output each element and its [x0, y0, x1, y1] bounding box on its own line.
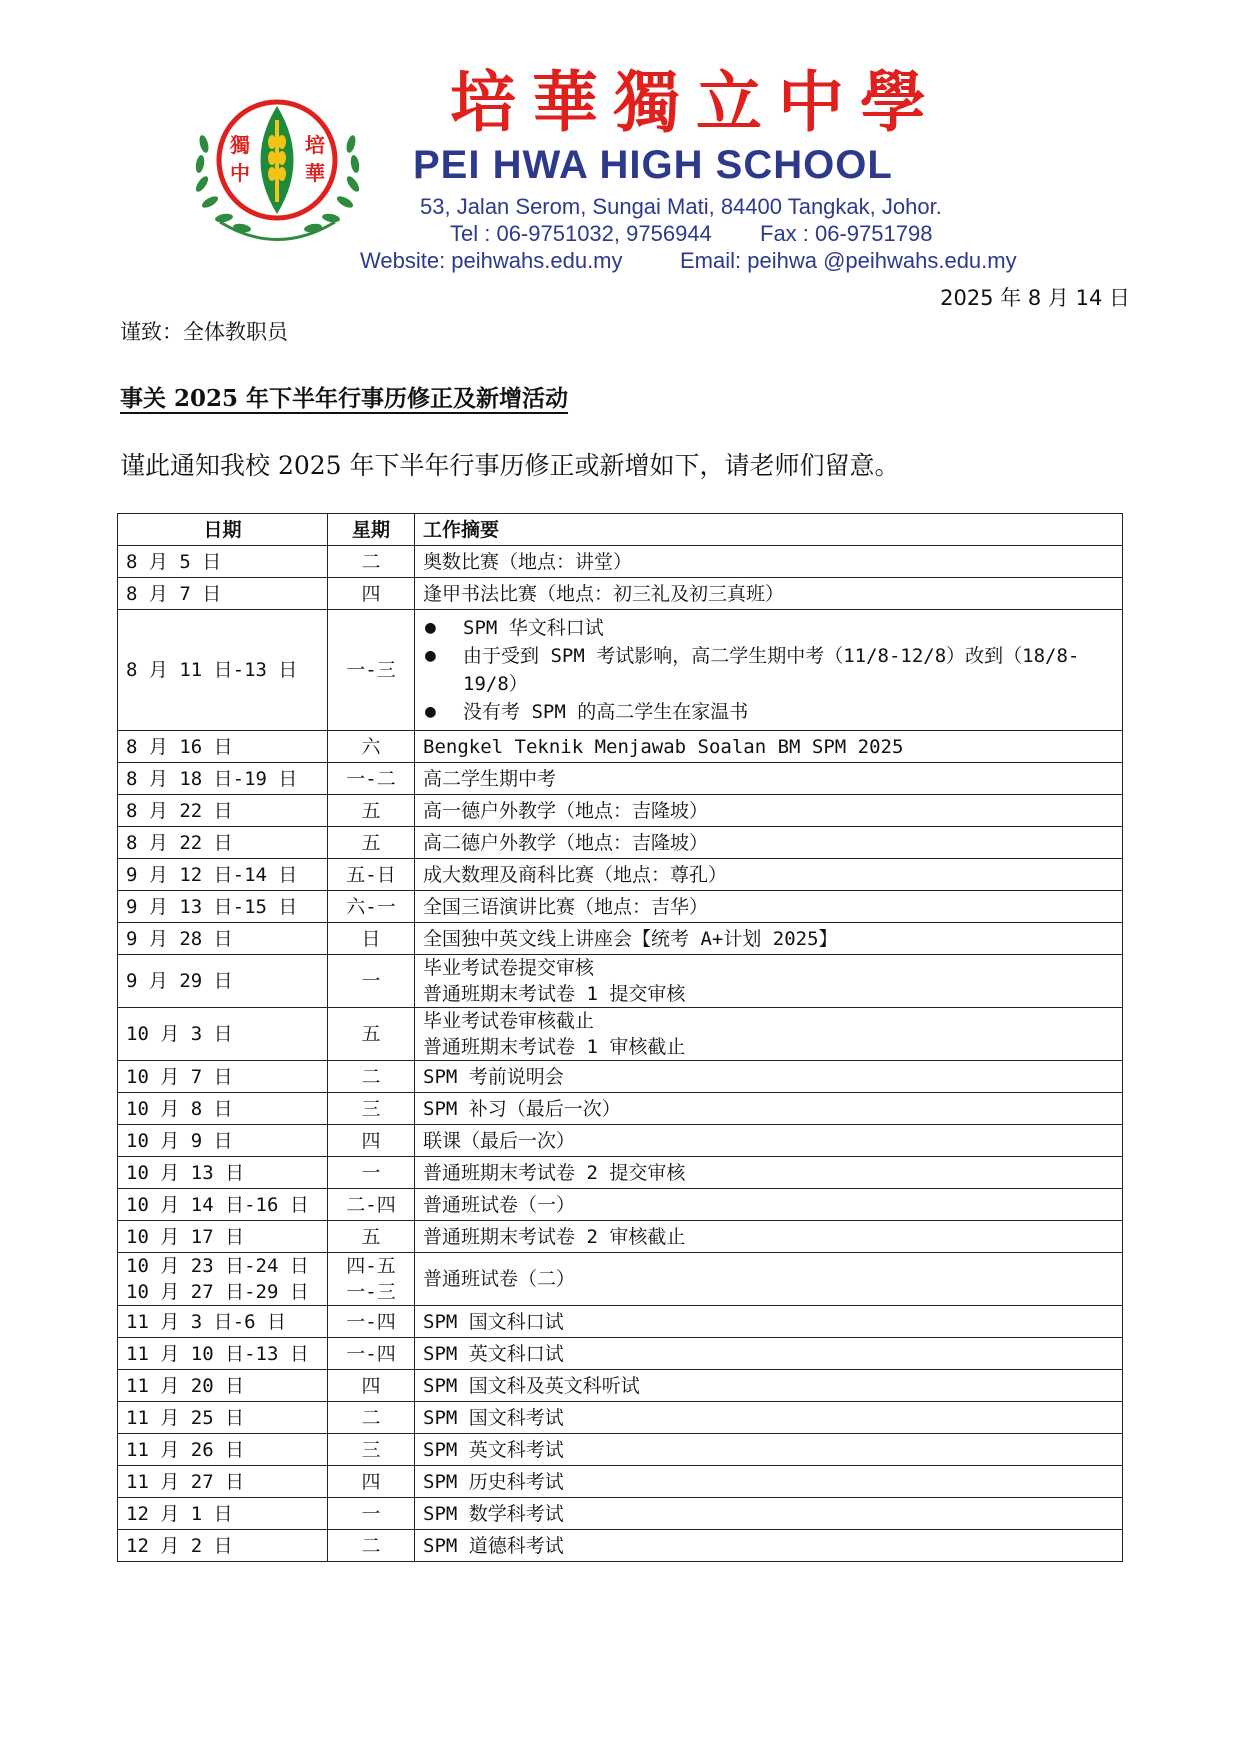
school-name-chinese: 培華獨立中學: [450, 63, 942, 141]
weekday-cell-line: 一-三: [346, 659, 396, 681]
date-cell-line: 8 月 22 日: [126, 799, 233, 822]
weekday-cell: [328, 1125, 415, 1157]
date-cell: [118, 1125, 328, 1157]
summary-cell-line: SPM 英文科口试: [423, 1342, 564, 1365]
summary-cell: [415, 1530, 1123, 1562]
table-row: [118, 1306, 1123, 1338]
date-cell-line: 9 月 12 日-14 日: [126, 863, 298, 886]
summary-cell: [415, 795, 1123, 827]
summary-cell-line: SPM 国文科考试: [423, 1406, 564, 1429]
weekday-cell: [328, 1157, 415, 1189]
date-cell: [118, 923, 328, 955]
date-cell: [118, 1466, 328, 1498]
letter-subject: 事关 2025 年下半年行事历修正及新增活动: [120, 385, 569, 412]
table-header-row: [118, 514, 1123, 546]
weekday-cell-line: 一-二: [346, 767, 396, 790]
date-cell-line: 11 月 27 日: [126, 1470, 245, 1493]
date-cell: [118, 827, 328, 859]
table-row: [118, 1402, 1123, 1434]
weekday-cell-line: 四: [361, 1374, 381, 1397]
weekday-cell-line: 四: [361, 1470, 381, 1493]
weekday-cell: [328, 546, 415, 578]
summary-cell-line: 普通班期末考试卷 2 审核截止: [423, 1225, 686, 1248]
summary-cell: [415, 859, 1123, 891]
summary-cell-line: SPM 国文科口试: [423, 1310, 564, 1333]
date-cell-line: 10 月 17 日: [126, 1225, 245, 1248]
weekday-cell-line: 一-三: [346, 1281, 396, 1303]
table-row: [118, 923, 1123, 955]
date-cell: [118, 1253, 328, 1306]
table-row: [118, 795, 1123, 827]
summary-cell-line: 高二德户外教学（地点：吉隆坡）: [423, 831, 709, 854]
summary-cell-line: SPM 历史科考试: [423, 1470, 564, 1493]
weekday-cell-line: 一: [361, 1161, 381, 1184]
weekday-cell: [328, 923, 415, 955]
summary-cell: [415, 1189, 1123, 1221]
weekday-cell: [328, 610, 415, 731]
weekday-cell: [328, 827, 415, 859]
date-cell-line: 8 月 11 日-13 日: [126, 659, 298, 681]
summary-cell: [415, 1157, 1123, 1189]
summary-bullet-item: ● SPM 华文科口试: [463, 614, 1114, 642]
weekday-cell: [328, 859, 415, 891]
header-date: 日期: [118, 514, 328, 546]
date-cell-line: 10 月 7 日: [126, 1065, 233, 1088]
logo-char: 中: [230, 161, 250, 185]
weekday-cell: [328, 731, 415, 763]
summary-cell-line: 全国独中英文线上讲座会【统考 A+计划 2025】: [423, 927, 838, 950]
weekday-cell-line: 五-日: [346, 863, 396, 886]
date-cell-line: 10 月 3 日: [126, 1023, 233, 1045]
table-row: [118, 827, 1123, 859]
summary-cell: [415, 1125, 1123, 1157]
date-cell-line: 10 月 23 日-24 日: [126, 1255, 309, 1277]
date-cell: [118, 1157, 328, 1189]
school-fax: Fax : 06-9751798: [760, 221, 933, 246]
weekday-cell-line: 四: [361, 1129, 381, 1152]
weekday-cell-line: 五: [361, 799, 381, 822]
date-cell-line: 10 月 9 日: [126, 1129, 233, 1152]
summary-cell-line: 高二学生期中考: [423, 767, 557, 790]
table-row: [118, 610, 1123, 731]
table-row: [118, 891, 1123, 923]
date-cell-line: 11 月 20 日: [126, 1374, 245, 1397]
date-cell: [118, 1530, 328, 1562]
school-address: 53, Jalan Serom, Sungai Mati, 84400 Tangkak, Johor.: [420, 194, 942, 219]
table-row: [118, 578, 1123, 610]
date-cell-line: 11 月 26 日: [126, 1438, 245, 1461]
summary-cell-line: 逢甲书法比赛（地点：初三礼及初三真班）: [423, 582, 785, 605]
logo-char: 培: [305, 133, 325, 157]
summary-cell: [415, 1221, 1123, 1253]
summary-cell-line: 成大数理及商科比赛（地点：尊孔）: [423, 863, 728, 886]
weekday-cell-line: 日: [361, 927, 381, 950]
header-summary: 工作摘要: [415, 514, 1123, 546]
weekday-cell: [328, 1189, 415, 1221]
school-tel: Tel : 06-9751032, 9756944: [450, 221, 712, 246]
date-cell: [118, 1338, 328, 1370]
date-cell-line: 8 月 5 日: [126, 550, 222, 573]
table-row: [118, 1125, 1123, 1157]
summary-cell-line: 普通班期末考试卷 1 审核截止: [423, 1036, 686, 1058]
weekday-cell-line: 五: [361, 831, 381, 854]
summary-cell-line: 高一德户外教学（地点：吉隆坡）: [423, 799, 709, 822]
summary-cell-line: Bengkel Teknik Menjawab Soalan BM SPM 2025: [423, 735, 904, 758]
table-row: [118, 763, 1123, 795]
logo-char: 獨: [230, 133, 250, 157]
summary-cell-line: 普通班试卷（一）: [423, 1193, 576, 1216]
weekday-cell: [328, 955, 415, 1008]
table-row: [118, 1530, 1123, 1562]
letter-intro: 谨此通知我校 2025 年下半年行事历修正或新增如下，请老师们留意。: [120, 451, 900, 480]
summary-cell: [415, 1008, 1123, 1061]
summary-cell-line: 普通班期末考试卷 2 提交审核: [423, 1161, 686, 1184]
table-row: [118, 1253, 1123, 1306]
date-cell-line: 8 月 22 日: [126, 831, 233, 854]
schedule-body: [118, 546, 1123, 1562]
table-row: [118, 546, 1123, 578]
table-row: [118, 731, 1123, 763]
date-cell: [118, 731, 328, 763]
letter-date: 2025 年 8 月 14 日: [940, 286, 1130, 310]
date-cell-line: 12 月 2 日: [126, 1534, 233, 1557]
date-cell-line: 11 月 25 日: [126, 1406, 245, 1429]
date-cell-line: 11 月 3 日-6 日: [126, 1310, 286, 1333]
table-row: [118, 1093, 1123, 1125]
weekday-cell: [328, 1008, 415, 1061]
table-row: [118, 1008, 1123, 1061]
weekday-cell: [328, 578, 415, 610]
table-row: [118, 1370, 1123, 1402]
table-row: [118, 1221, 1123, 1253]
school-email: Email: peihwa @peihwahs.edu.my: [680, 248, 1017, 273]
weekday-cell-line: 一: [361, 1502, 381, 1525]
summary-cell-line: SPM 数学科考试: [423, 1502, 564, 1525]
summary-bullet-item: ● 由于受到 SPM 考试影响，高二学生期中考（11/8-12/8）改到（18/8-19/8）: [463, 642, 1114, 698]
date-cell: [118, 1221, 328, 1253]
table-row: [118, 1061, 1123, 1093]
weekday-cell: [328, 1061, 415, 1093]
summary-cell-line: 毕业考试卷提交审核: [423, 957, 595, 979]
letterhead: [180, 60, 1060, 275]
weekday-cell: [328, 1253, 415, 1306]
date-cell: [118, 610, 328, 731]
date-cell-line: 10 月 27 日-29 日: [126, 1281, 309, 1303]
summary-cell: [415, 955, 1123, 1008]
date-cell-line: 9 月 28 日: [126, 927, 233, 950]
date-cell-line: 12 月 1 日: [126, 1502, 233, 1525]
summary-cell-line: 普通班期末考试卷 1 提交审核: [423, 983, 686, 1005]
school-website: Website: peihwahs.edu.my: [360, 248, 623, 273]
weekday-cell: [328, 1530, 415, 1562]
date-cell: [118, 795, 328, 827]
weekday-cell-line: 三: [361, 1097, 381, 1120]
summary-bullet-item: ● 没有考 SPM 的高二学生在家温书: [463, 698, 1114, 726]
date-cell: [118, 1093, 328, 1125]
summary-cell: [415, 546, 1123, 578]
summary-cell-line: 联课（最后一次）: [423, 1129, 576, 1152]
summary-cell-line: SPM 考前说明会: [423, 1065, 564, 1088]
weekday-cell-line: 三: [361, 1438, 381, 1461]
weekday-cell: [328, 1306, 415, 1338]
weekday-cell-line: 六-一: [346, 895, 396, 918]
date-cell-line: 11 月 10 日-13 日: [126, 1342, 309, 1365]
date-cell: [118, 891, 328, 923]
date-cell-line: 9 月 13 日-15 日: [126, 895, 298, 918]
date-cell: [118, 1008, 328, 1061]
weekday-cell: [328, 891, 415, 923]
date-cell-line: 10 月 14 日-16 日: [126, 1193, 309, 1216]
summary-cell: [415, 763, 1123, 795]
date-cell-line: 10 月 13 日: [126, 1161, 245, 1184]
letter-recipient: 谨致：全体教职员: [120, 320, 288, 344]
date-cell-line: 9 月 29 日: [126, 970, 233, 992]
weekday-cell-line: 一: [361, 970, 381, 992]
table-row: [118, 1466, 1123, 1498]
table-row: [118, 1498, 1123, 1530]
table-row: [118, 1157, 1123, 1189]
summary-cell: [415, 891, 1123, 923]
summary-cell-line: SPM 英文科考试: [423, 1438, 564, 1461]
summary-cell: [415, 578, 1123, 610]
weekday-cell: [328, 1093, 415, 1125]
date-cell: [118, 763, 328, 795]
summary-cell: [415, 1061, 1123, 1093]
weekday-cell-line: 四: [361, 582, 381, 605]
weekday-cell-line: 一-四: [346, 1342, 396, 1365]
school-logo: [180, 82, 375, 252]
date-cell: [118, 1370, 328, 1402]
weekday-cell-line: 一-四: [346, 1310, 396, 1333]
weekday-cell-line: 二: [361, 1406, 381, 1429]
table-row: [118, 859, 1123, 891]
weekday-cell-line: 二: [361, 1065, 381, 1088]
table-row: [118, 1189, 1123, 1221]
weekday-cell-line: 四-五: [346, 1255, 396, 1277]
summary-cell: [415, 827, 1123, 859]
summary-cell: [415, 1498, 1123, 1530]
logo-char: 華: [305, 161, 325, 185]
table-row: [118, 1434, 1123, 1466]
summary-cell: [415, 1306, 1123, 1338]
summary-cell-line: SPM 道德科考试: [423, 1534, 564, 1557]
weekday-cell: [328, 763, 415, 795]
date-cell: [118, 955, 328, 1008]
summary-cell-line: 普通班试卷（二）: [423, 1268, 576, 1290]
weekday-cell: [328, 1434, 415, 1466]
weekday-cell-line: 五: [361, 1225, 381, 1248]
weekday-cell-line: 二: [361, 1534, 381, 1557]
date-cell: [118, 1306, 328, 1338]
summary-cell-line: SPM 国文科及英文科听试: [423, 1374, 640, 1397]
weekday-cell: [328, 1466, 415, 1498]
date-cell: [118, 546, 328, 578]
date-cell: [118, 1434, 328, 1466]
summary-cell: [415, 1370, 1123, 1402]
summary-bullet-list: [423, 614, 1114, 726]
date-cell: [118, 578, 328, 610]
summary-cell: [415, 1253, 1123, 1306]
weekday-cell: [328, 1221, 415, 1253]
date-cell: [118, 1189, 328, 1221]
weekday-cell-line: 六: [361, 735, 381, 758]
summary-cell: [415, 923, 1123, 955]
schedule-table: [117, 513, 1123, 1562]
summary-cell: [415, 1466, 1123, 1498]
summary-cell-line: 奥数比赛（地点：讲堂）: [423, 550, 633, 573]
header-weekday: 星期: [328, 514, 415, 546]
date-cell-line: 8 月 7 日: [126, 582, 222, 605]
date-cell: [118, 1498, 328, 1530]
table-row: [118, 955, 1123, 1008]
summary-cell-line: 毕业考试卷审核截止: [423, 1010, 595, 1032]
weekday-cell-line: 五: [361, 1023, 381, 1045]
weekday-cell: [328, 1498, 415, 1530]
summary-cell: [415, 1093, 1123, 1125]
summary-cell: [415, 1338, 1123, 1370]
weekday-cell: [328, 1338, 415, 1370]
weekday-cell-line: 二: [361, 550, 381, 573]
date-cell-line: 10 月 8 日: [126, 1097, 233, 1120]
date-cell-line: 8 月 16 日: [126, 735, 233, 758]
weekday-cell: [328, 795, 415, 827]
date-cell: [118, 859, 328, 891]
date-cell-line: 8 月 18 日-19 日: [126, 767, 298, 790]
date-cell: [118, 1061, 328, 1093]
date-cell: [118, 1402, 328, 1434]
summary-cell: [415, 731, 1123, 763]
summary-cell: [415, 610, 1123, 731]
table-row: [118, 1338, 1123, 1370]
summary-cell: [415, 1402, 1123, 1434]
weekday-cell: [328, 1370, 415, 1402]
school-name-english: PEI HWA HIGH SCHOOL: [413, 143, 893, 187]
summary-cell-line: SPM 补习（最后一次）: [423, 1097, 621, 1120]
weekday-cell-line: 二-四: [346, 1193, 396, 1216]
summary-cell-line: 全国三语演讲比赛（地点：吉华）: [423, 895, 709, 918]
weekday-cell: [328, 1402, 415, 1434]
summary-cell: [415, 1434, 1123, 1466]
